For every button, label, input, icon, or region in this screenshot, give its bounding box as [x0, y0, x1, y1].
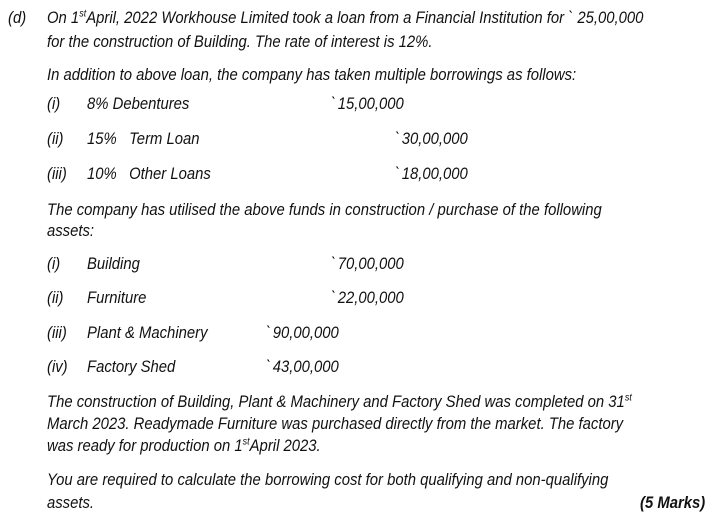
asset-num-4: (iv): [47, 358, 68, 376]
borrowing-num-1: (i): [47, 95, 61, 113]
question-line-1: [47, 7, 643, 29]
rupee-icon: `: [395, 165, 400, 183]
borrowing-amount-2-value: 30,00,000: [401, 130, 468, 148]
question-label: (d): [8, 9, 27, 27]
borrowing-amount-1: [331, 93, 404, 115]
asset-amount-2-value: 22,00,000: [337, 289, 404, 307]
completion-line-3-pre: was ready for production on 1: [47, 437, 243, 455]
borrowing-desc-1: 8% Debentures: [87, 95, 190, 113]
borrowing-amount-1-value: 15,00,000: [337, 95, 404, 113]
rupee-icon: `: [266, 324, 271, 342]
asset-num-2: (ii): [47, 289, 64, 307]
marks-label: (5 Marks): [640, 494, 706, 512]
borrowing-desc-3: 10% Other Loans: [87, 165, 211, 183]
borrowing-amount-3-value: 18,00,000: [401, 165, 468, 183]
asset-amount-1: [331, 253, 404, 275]
asset-desc-1: Building: [87, 255, 140, 273]
asset-amount-3: [266, 322, 339, 344]
asset-desc-3: Plant & Machinery: [87, 324, 208, 342]
asset-amount-1-value: 70,00,000: [337, 255, 404, 273]
rupee-icon: `: [395, 130, 400, 148]
rupee-icon: `: [266, 358, 271, 376]
borrowing-amount-3: [395, 163, 468, 185]
requirement-line-2: assets.: [47, 494, 95, 512]
question-line-1-pre: On 1: [47, 9, 80, 27]
asset-amount-3-value: 90,00,000: [272, 324, 339, 342]
asset-amount-2: [331, 287, 404, 309]
utilised-line-1: The company has utilised the above funds in construction / purchase of the following: [47, 201, 602, 219]
asset-amount-4-value: 43,00,000: [272, 358, 339, 376]
borrowing-desc-2: 15% Term Loan: [87, 130, 200, 148]
completion-line-1: [47, 391, 632, 413]
question-line-1-sup: st: [79, 8, 87, 20]
completion-line-3-post: April 2023.: [249, 437, 321, 455]
asset-amount-4: [266, 356, 339, 378]
rupee-icon: `: [331, 289, 336, 307]
completion-line-1-sup: st: [624, 392, 632, 404]
borrowing-num-2: (ii): [47, 130, 64, 148]
completion-line-1-pre: The construction of Building, Plant & Machinery and Factory Shed was completed on 31: [47, 393, 625, 411]
utilised-line-2: assets:: [47, 222, 95, 240]
rupee-icon: `: [331, 255, 336, 273]
completion-line-2: March 2023. Readymade Furniture was purchased directly from the market. The factory: [47, 415, 624, 433]
completion-line-3-sup: st: [242, 436, 250, 448]
asset-desc-2: Furniture: [87, 289, 147, 307]
rupee-icon: `: [331, 95, 336, 113]
completion-line-3: [47, 435, 321, 457]
question-line-1-post: April, 2022 Workhouse Limited took a loan from a Financial Institution for ` 25,00,000: [86, 9, 644, 27]
question-line-3: In addition to above loan, the company has taken multiple borrowings as follows:: [47, 66, 577, 84]
borrowing-amount-2: [395, 128, 468, 150]
asset-desc-4: Factory Shed: [87, 358, 176, 376]
asset-num-1: (i): [47, 255, 61, 273]
question-line-2: for the construction of Building. The rate of interest is 12%.: [47, 33, 433, 51]
requirement-line-1: You are required to calculate the borrowing cost for both qualifying and non-qualifying: [47, 471, 609, 489]
asset-num-3: (iii): [47, 324, 67, 342]
borrowing-num-3: (iii): [47, 165, 67, 183]
